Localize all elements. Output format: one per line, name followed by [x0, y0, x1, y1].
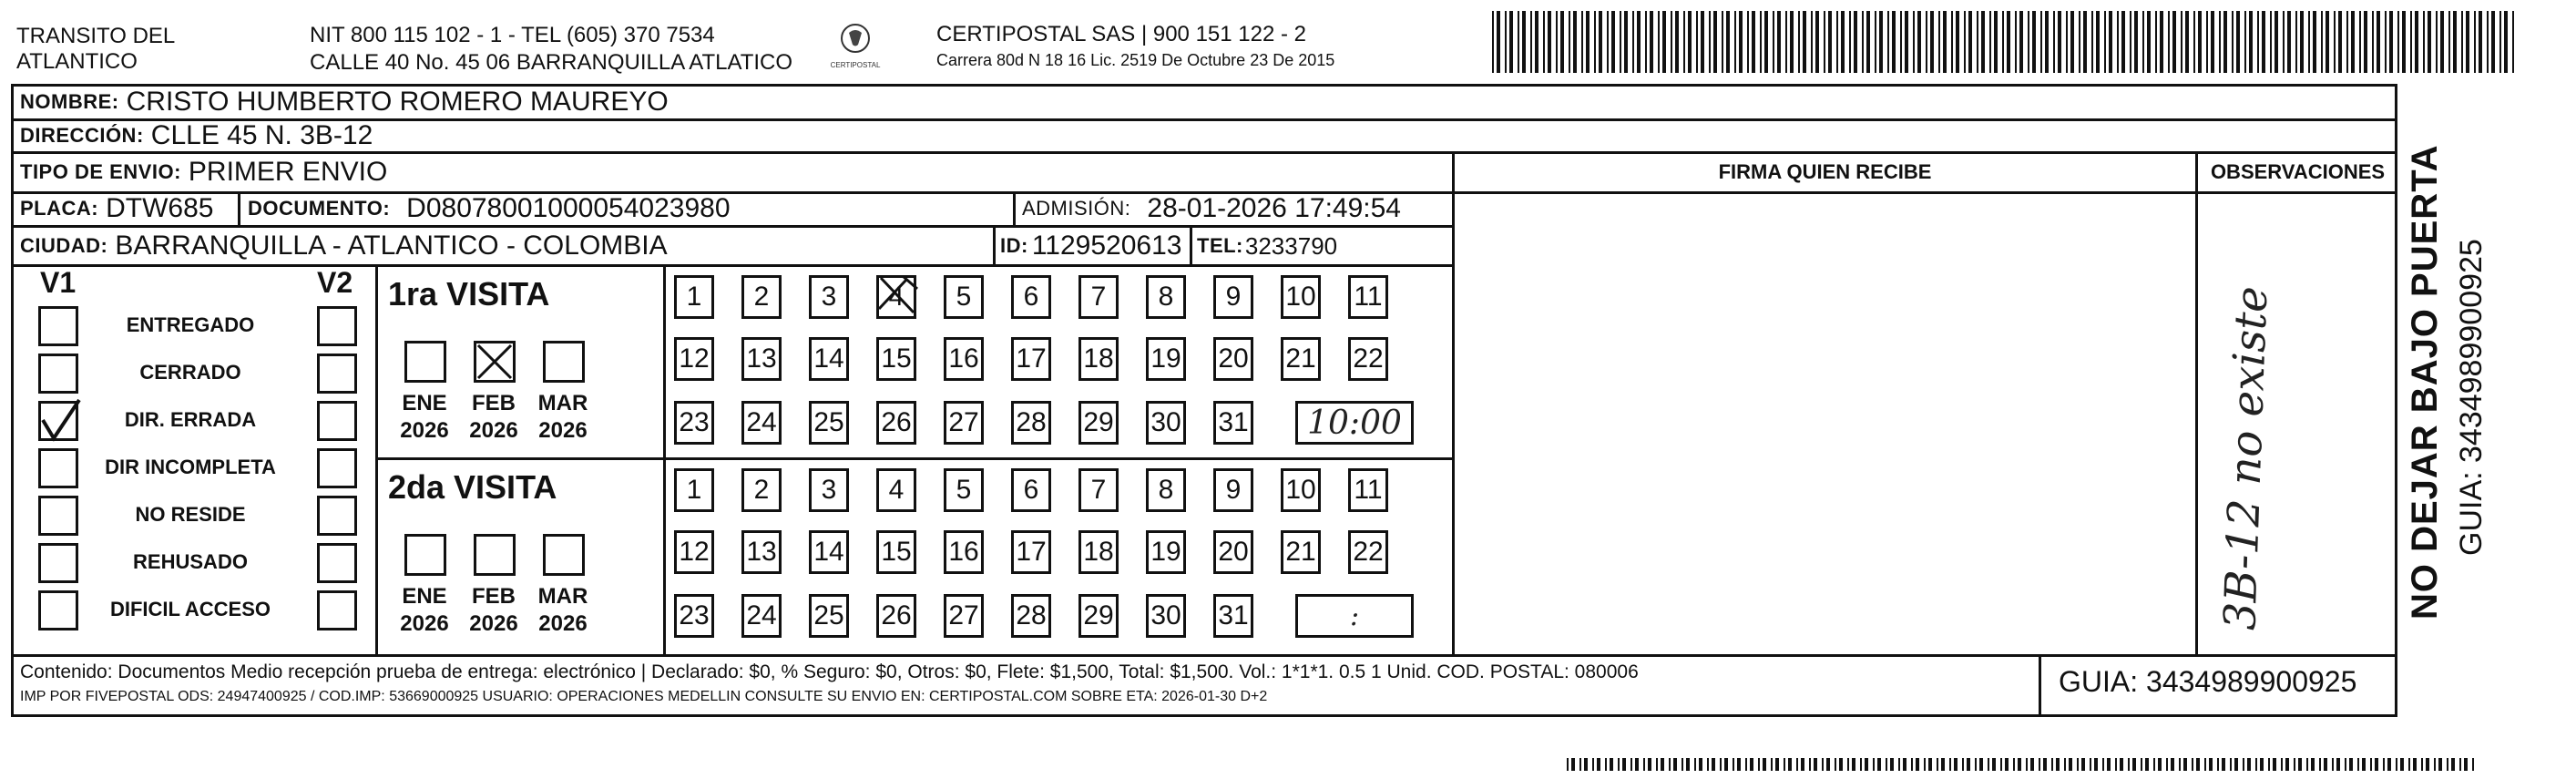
day-box[interactable]: 19	[1146, 530, 1186, 574]
day-box[interactable]: 3	[809, 275, 849, 319]
id-value: 1129520613	[1031, 231, 1182, 261]
tel-value: 3233790	[1244, 231, 1338, 260]
day-box[interactable]: 25	[809, 594, 849, 638]
day-box[interactable]: 19	[1146, 337, 1186, 381]
document-cell	[248, 192, 731, 225]
day-box[interactable]: 11	[1348, 468, 1388, 512]
contents-line: Contenido: Documentos Medio recepción prueba de entrega: electrónico | Declarado: $0, % Seguro: $0, Otros: $0, Flete: $1,500, Total: $1,500. Vol.: 1*1*1. 0.5 1 Unid. COD. POSTAL: 080006	[20, 661, 1639, 682]
document-value: D08078001000054023980	[406, 193, 731, 223]
day-box[interactable]: 17	[1011, 337, 1051, 381]
v1-header: V1	[40, 266, 77, 299]
recipient-name-row	[20, 86, 669, 118]
day-box[interactable]: 1	[674, 468, 714, 512]
month-label: ENE 2026	[400, 584, 449, 636]
signature-header: FIRMA QUIEN RECIBE	[1718, 160, 1932, 183]
time-box[interactable]: :	[1295, 594, 1414, 638]
day-box[interactable]: 11	[1348, 275, 1388, 319]
day-box[interactable]: 3	[809, 468, 849, 512]
direccion-label: DIRECCIÓN:	[20, 124, 144, 147]
status-label: DIR. ERRADA	[124, 408, 257, 431]
city-value: BARRANQUILLA - ATLANTICO - COLOMBIA	[115, 231, 668, 261]
day-box[interactable]: 29	[1078, 594, 1119, 638]
day-box[interactable]: 30	[1146, 594, 1186, 638]
month-label: ENE 2026	[400, 391, 449, 443]
barcode-fragment	[1567, 758, 2478, 774]
month-checkbox[interactable]	[543, 534, 585, 576]
day-box[interactable]: 30	[1146, 401, 1186, 445]
guia-side: GUIA: 3434989900925	[2454, 239, 2489, 556]
barcode	[1492, 11, 2518, 73]
id-label: ID:	[1000, 234, 1028, 257]
tel-cell	[1197, 228, 1337, 264]
day-box[interactable]: 18	[1078, 337, 1119, 381]
v2-checkbox[interactable]	[317, 590, 357, 630]
admission-value: 28-01-2026 17:49:54	[1147, 193, 1401, 223]
nombre-label: NOMBRE:	[20, 90, 119, 113]
day-box[interactable]: 8	[1146, 275, 1186, 319]
address-row	[20, 119, 373, 152]
v2-checkbox[interactable]	[317, 496, 357, 536]
day-box[interactable]: 26	[876, 594, 916, 638]
v2-header: V2	[317, 266, 353, 299]
day-box[interactable]: 10	[1281, 275, 1321, 319]
plate-cell	[20, 192, 213, 225]
recipient-name: CRISTO HUMBERTO ROMERO MAUREYO	[126, 87, 669, 117]
day-box[interactable]: 5	[944, 275, 984, 319]
day-box[interactable]: 20	[1213, 530, 1253, 574]
month-checkbox[interactable]	[474, 534, 516, 576]
day-box[interactable]: 13	[741, 530, 782, 574]
day-box[interactable]: 15	[876, 530, 916, 574]
id-cell	[1000, 228, 1181, 264]
day-box[interactable]: 9	[1213, 468, 1253, 512]
status-label: DIFICIL ACCESO	[109, 598, 271, 620]
month-checkbox[interactable]	[404, 534, 446, 576]
tipo-envio-label: TIPO DE ENVIO:	[20, 160, 181, 183]
day-box[interactable]: 27	[944, 594, 984, 638]
status-label: REHUSADO	[133, 550, 248, 573]
month-label: FEB 2026	[469, 584, 518, 636]
tel-label: TEL:	[1197, 234, 1243, 257]
day-box[interactable]: 14	[809, 337, 849, 381]
day-box[interactable]: 13	[741, 337, 782, 381]
day-box[interactable]: 18	[1078, 530, 1119, 574]
day-box[interactable]: 28	[1011, 594, 1051, 638]
admision-label: ADMISIÓN:	[1022, 197, 1131, 220]
day-box[interactable]: 4	[876, 275, 916, 319]
day-box[interactable]: 24	[741, 401, 782, 445]
shipment-type-row	[20, 154, 387, 190]
day-box[interactable]: 31	[1213, 401, 1253, 445]
day-box[interactable]: 7	[1078, 468, 1119, 512]
day-box[interactable]: 23	[674, 401, 714, 445]
month-label: FEB 2026	[469, 391, 518, 443]
day-box[interactable]: 17	[1011, 530, 1051, 574]
day-box[interactable]: 7	[1078, 275, 1119, 319]
status-label: CERRADO	[139, 361, 241, 384]
day-box[interactable]: 6	[1011, 275, 1051, 319]
certipostal-logo	[816, 20, 894, 75]
imp-line: IMP POR FIVEPOSTAL ODS: 24947400925 / COD.IMP: 53669000925 USUARIO: OPERACIONES MEDELLIN CONSULTE SU ENVIO EN: CERTIPOSTAL.COM SOBRE ETA: 2026-01-30 D+2	[20, 689, 1268, 704]
ciudad-label: CIUDAD:	[20, 234, 108, 257]
documento-label: DOCUMENTO:	[248, 197, 391, 220]
day-box[interactable]: 8	[1146, 468, 1186, 512]
day-box[interactable]: 22	[1348, 530, 1388, 574]
day-box[interactable]: 26	[876, 401, 916, 445]
day-box[interactable]: 21	[1281, 530, 1321, 574]
day-box[interactable]: 24	[741, 594, 782, 638]
nit-line: NIT 800 115 102 - 1 - TEL (605) 370 7534	[310, 23, 715, 47]
sender-info	[310, 22, 792, 77]
observations-header: OBSERVACIONES	[2210, 160, 2386, 183]
day-box[interactable]: 9	[1213, 275, 1253, 319]
city-cell	[20, 228, 668, 264]
day-box[interactable]: 1	[674, 275, 714, 319]
status-label: NO RESIDE	[135, 503, 246, 526]
guia-footer: GUIA: 3434989900925	[2059, 665, 2357, 698]
month-checkbox[interactable]	[543, 341, 585, 383]
day-box[interactable]: 14	[809, 530, 849, 574]
visit-title: 1ra VISITA	[388, 275, 550, 313]
day-box[interactable]: 6	[1011, 468, 1051, 512]
day-box[interactable]: 16	[944, 337, 984, 381]
status-label: DIR INCOMPLETA	[105, 456, 276, 478]
plate-value: DTW685	[106, 193, 214, 223]
shipment-type: PRIMER ENVIO	[188, 157, 388, 187]
status-label: ENTREGADO	[126, 313, 255, 336]
sender-line-2: ATLANTICO	[16, 49, 138, 74]
day-box[interactable]: 25	[809, 401, 849, 445]
time-box[interactable]: 10:00	[1295, 401, 1414, 445]
sender-line-1: TRANSITO DEL	[16, 24, 176, 48]
v2-checkbox[interactable]	[317, 306, 357, 346]
v2-checkbox[interactable]	[317, 448, 357, 488]
day-box[interactable]: 10	[1281, 468, 1321, 512]
day-box[interactable]: 22	[1348, 337, 1388, 381]
v2-checkbox[interactable]	[317, 354, 357, 394]
no-dejar-warning: NO DEJAR BAJO PUERTA	[2405, 144, 2445, 620]
day-box[interactable]: 21	[1281, 337, 1321, 381]
day-box[interactable]: 12	[674, 530, 714, 574]
day-box[interactable]: 4	[876, 468, 916, 512]
sender-name	[16, 24, 175, 75]
license-line: Carrera 80d N 18 16 Lic. 2519 De Octubre 23 De 2015	[936, 51, 1335, 69]
month-label: MAR 2026	[537, 584, 588, 636]
v2-checkbox[interactable]	[317, 543, 357, 583]
day-box[interactable]: 20	[1213, 337, 1253, 381]
svg-text:CERTIPOSTAL: CERTIPOSTAL	[830, 61, 881, 69]
v2-checkbox[interactable]	[317, 401, 357, 441]
recipient-address: CLLE 45 N. 3B-12	[150, 120, 373, 150]
day-box[interactable]: 2	[741, 275, 782, 319]
day-box[interactable]: 16	[944, 530, 984, 574]
day-box[interactable]: 28	[1011, 401, 1051, 445]
day-box[interactable]: 15	[876, 337, 916, 381]
company-line: CERTIPOSTAL SAS | 900 151 122 - 2	[936, 22, 1306, 46]
admission-cell	[1022, 192, 1401, 225]
day-box[interactable]: 27	[944, 401, 984, 445]
month-checkbox[interactable]	[404, 341, 446, 383]
placa-label: PLACA:	[20, 197, 99, 220]
month-checkbox[interactable]	[474, 341, 516, 383]
day-box[interactable]: 29	[1078, 401, 1119, 445]
visit-title: 2da VISITA	[388, 468, 557, 506]
address-line: CALLE 40 No. 45 06 BARRANQUILLA ATLATICO	[310, 50, 793, 75]
day-box[interactable]: 5	[944, 468, 984, 512]
month-label: MAR 2026	[537, 391, 588, 443]
day-box[interactable]: 23	[674, 594, 714, 638]
day-box[interactable]: 31	[1213, 594, 1253, 638]
day-box[interactable]: 2	[741, 468, 782, 512]
day-box[interactable]: 12	[674, 337, 714, 381]
